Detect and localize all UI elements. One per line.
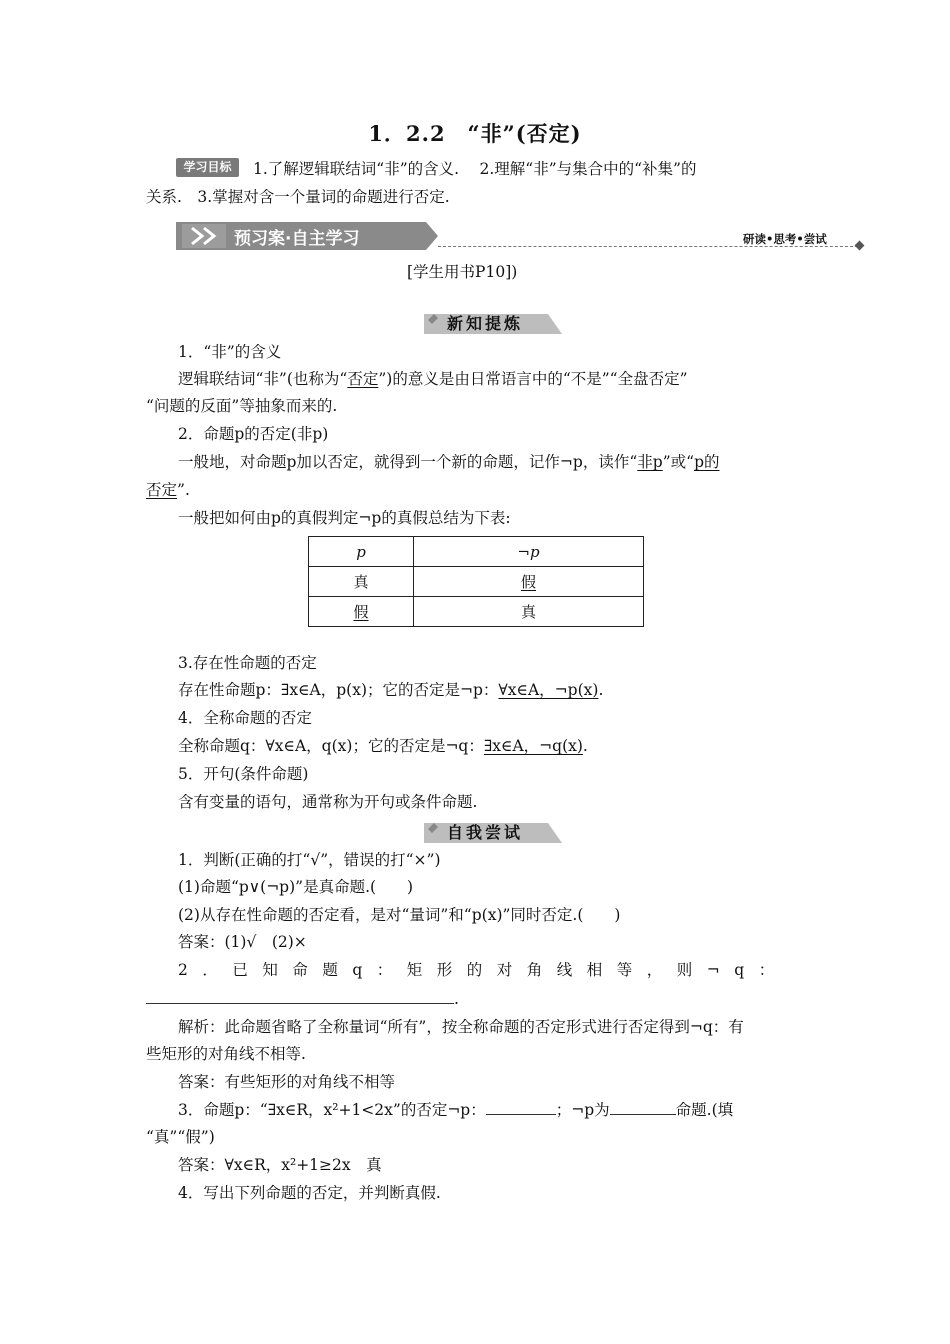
- truth-table: [308, 536, 644, 627]
- question-2-explanation-1: 解析：此命题省略了全称量词“所有”，按全称命题的否定形式进行否定得到¬q：有: [178, 1018, 744, 1036]
- page-title: 1．2.2 “非”(否定): [368, 121, 582, 146]
- item-3-title: 3.存在性命题的否定: [178, 654, 317, 672]
- question-1-a: (1)命题“p∨(¬p)”是真命题.( ): [178, 878, 414, 896]
- item-2-line-2: 否定”.: [146, 481, 190, 499]
- question-2-explanation-2: 些矩形的对角线不相等.: [146, 1045, 306, 1063]
- item-1-line-1: 逻辑联结词“非”(也称为“否定”)的意义是由日常语言中的“不是”“全盘否定”: [178, 370, 688, 388]
- question-2-answer: 答案：有些矩形的对角线不相等: [178, 1073, 396, 1091]
- item-1-line-2: “问题的反面”等抽象而来的.: [146, 397, 338, 415]
- table-header-p: p: [309, 537, 414, 567]
- question-3-line-1: 3．命题p：“∃x∈R，x²+1<2x”的否定¬p： ；¬p为 命题.(填: [178, 1097, 733, 1123]
- question-2-line-1: 2．已知命题q：矩形的对角线相等，则¬q：: [178, 961, 789, 979]
- section-heading-self-test: 自我尝试: [447, 823, 524, 842]
- goal-line-1: 1.了解逻辑联结词“非”的含义. 2.理解“非”与集合中的“补集”的: [253, 160, 697, 178]
- question-1-title: 1．判断(正确的打“√”，错误的打“×”): [178, 851, 441, 869]
- section-heading-new-knowledge: 新知提炼: [447, 314, 524, 333]
- goal-badge: 学习目标: [176, 158, 239, 177]
- banner-title: 预习案·自主学习: [234, 229, 360, 249]
- item-1-title: 1．“非”的含义: [178, 343, 282, 361]
- table-cell: 真: [414, 597, 644, 627]
- diamond-icon: [855, 241, 865, 251]
- item-5-line-1: 含有变量的语句，通常称为开句或条件命题.: [178, 793, 478, 811]
- banner-subtitle: 研读•思考•尝试: [743, 232, 827, 246]
- item-4-line-1: 全称命题q：∀x∈A，q(x)；它的否定是¬q：∃x∈A，¬q(x).: [178, 737, 588, 755]
- table-row: [309, 597, 644, 627]
- question-3-line-2: “真”“假”): [146, 1128, 215, 1146]
- item-2-line-3: 一般把如何由p的真假判定¬p的真假总结为下表:: [178, 509, 511, 527]
- table-cell: 假: [414, 567, 644, 597]
- item-2-line-1: 一般地，对命题p加以否定，就得到一个新的命题，记作¬p，读作“非p”或“p的: [178, 453, 720, 471]
- item-4-title: 4．全称命题的否定: [178, 709, 312, 727]
- question-4-title: 4．写出下列命题的否定，并判断真假.: [178, 1184, 441, 1202]
- item-3-line-1: 存在性命题p：∃x∈A，p(x)；它的否定是¬p：∀x∈A，¬p(x).: [178, 681, 604, 699]
- table-cell: 真: [309, 567, 414, 597]
- question-1-answer: 答案：(1)√ (2)×: [178, 933, 307, 951]
- question-2-line-2: .: [146, 986, 459, 1012]
- goal-line-2: 关系. 3.掌握对含一个量词的命题进行否定.: [146, 188, 450, 206]
- table-header-not-p: ¬p: [414, 537, 644, 567]
- table-row: [309, 537, 644, 567]
- question-3-answer: 答案：∀x∈R，x²+1≥2x 真: [178, 1156, 382, 1174]
- item-5-title: 5．开句(条件命题): [178, 765, 309, 783]
- question-1-b: (2)从存在性命题的否定看，是对“量词”和“p(x)”同时否定.( ): [178, 906, 621, 924]
- book-reference: [学生用书P10]): [407, 263, 518, 281]
- table-cell: 假: [309, 597, 414, 627]
- table-row: [309, 567, 644, 597]
- item-2-title: 2．命题p的否定(非p): [178, 425, 329, 443]
